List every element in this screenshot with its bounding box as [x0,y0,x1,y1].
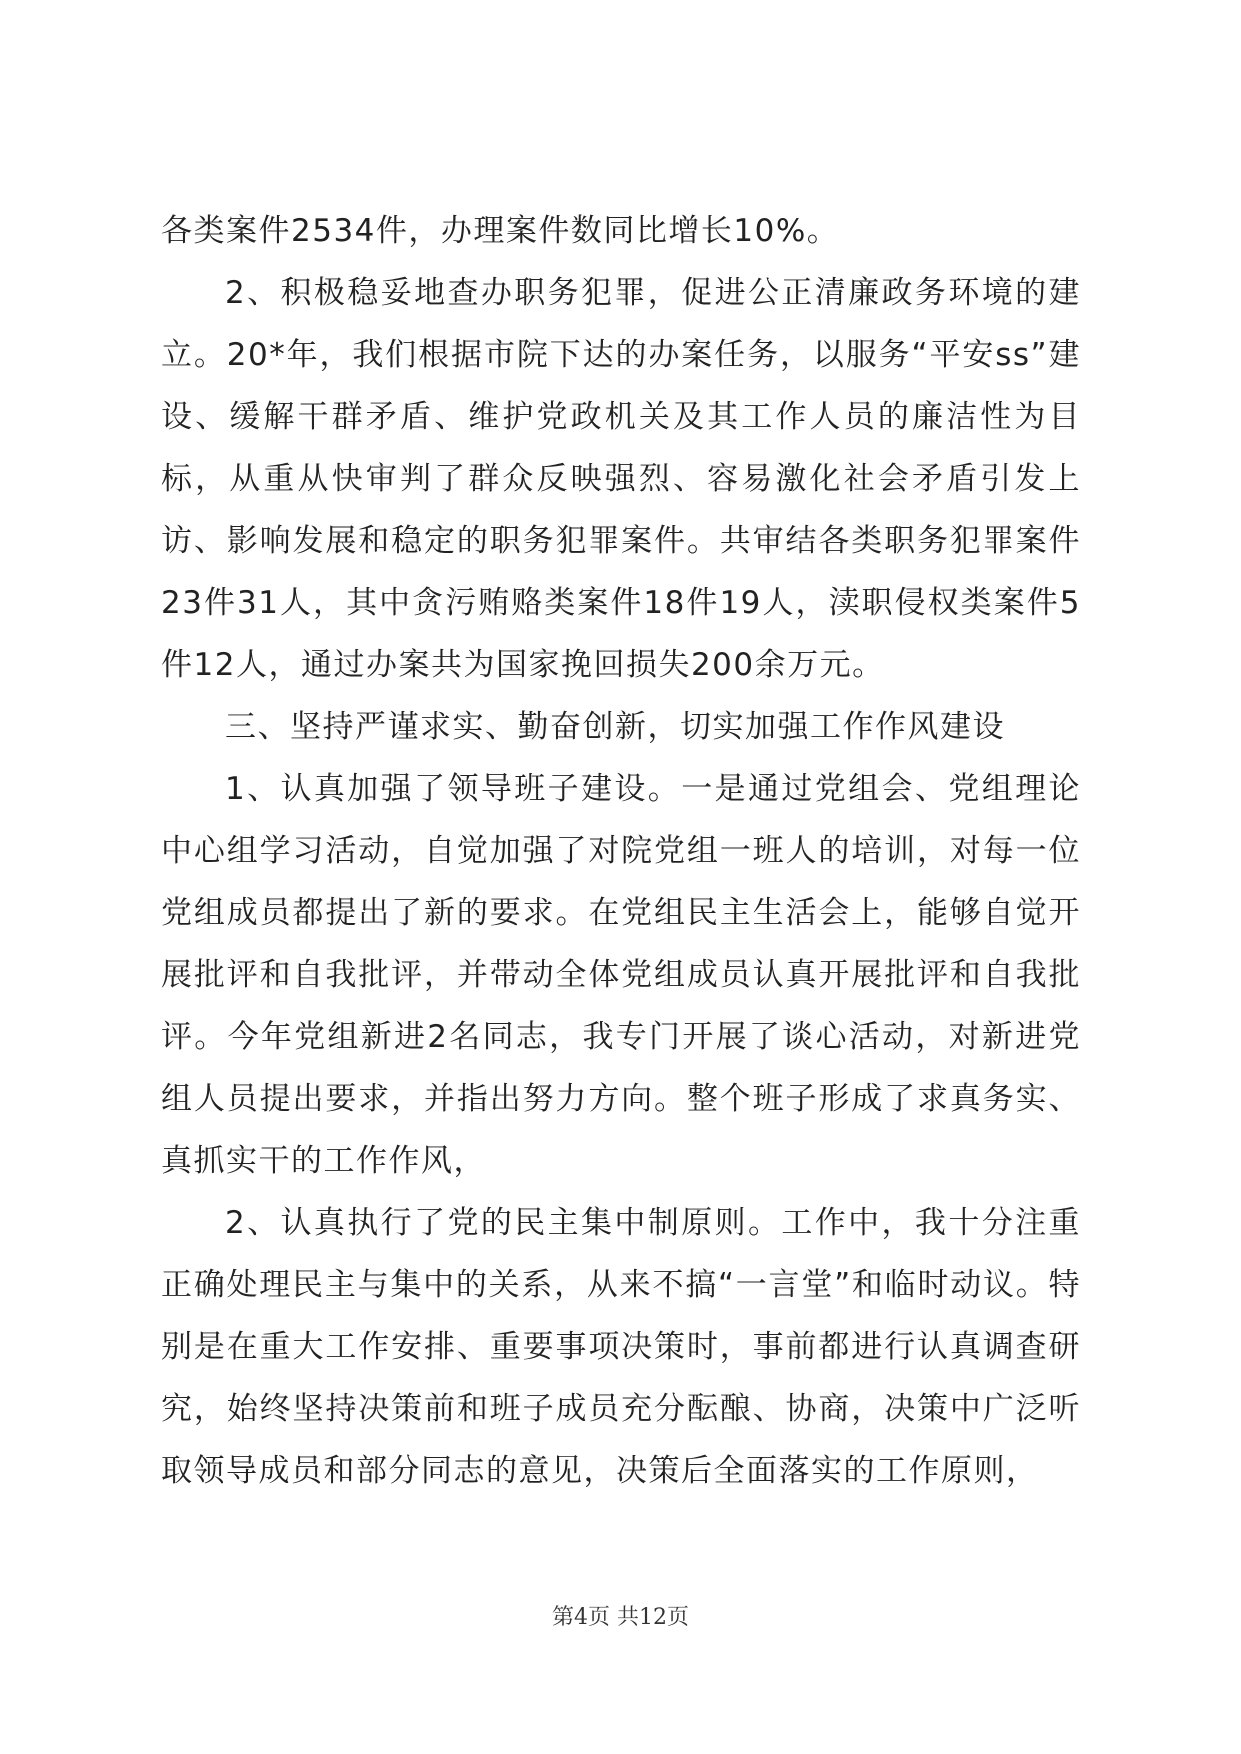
document-body [161,200,1081,1502]
section-heading-3: 三、坚持严谨求实、勤奋创新，切实加强工作作风建设 [225,709,1005,745]
paragraph-4: 1、认真加强了领导班子建设。一是通过党组会、党组理论中心组学习活动，自觉加强了对院党组一班人的培训，对每一位党组成员都提出了新的要求。在党组民主生活会上，能够自觉开展批评和自我批评，并带动全体党组成员认真开展批评和自我批评。今年党组新进2名同志，我专门开展了谈心活动，对新进党组人员提出要求，并指出努力方向。整个班子形成了求真务实、真抓实干的工作作风， [161,771,1081,1179]
paragraph-5: 2、认真执行了党的民主集中制原则。工作中，我十分注重正确处理民主与集中的关系，从来不搞“一言堂”和临时动议。特别是在重大工作安排、重要事项决策时，事前都进行认真调查研究，始终坚持决策前和班子成员充分酝酿、协商，决策中广泛听取领导成员和部分同志的意见，决策后全面落实的工作原则， [161,1205,1081,1489]
page-number-footer: 第4页 共12页 [552,1605,689,1630]
paragraph-2: 2、积极稳妥地查办职务犯罪，促进公正清廉政务环境的建立。20*年，我们根据市院下达的办案任务，以服务“平安ss”建设、缓解干群矛盾、维护党政机关及其工作人员的廉洁性为目标，从重从快审判了群众反映强烈、容易激化社会矛盾引发上访、影响发展和稳定的职务犯罪案件。共审结各类职务犯罪案件23件31人，其中贪污贿赂类案件18件19人，渎职侵权类案件5件12人，通过办案共为国家挽回损失200余万元。 [161,275,1081,683]
paragraph-1: 各类案件2534件，办理案件数同比增长10%。 [161,213,840,249]
